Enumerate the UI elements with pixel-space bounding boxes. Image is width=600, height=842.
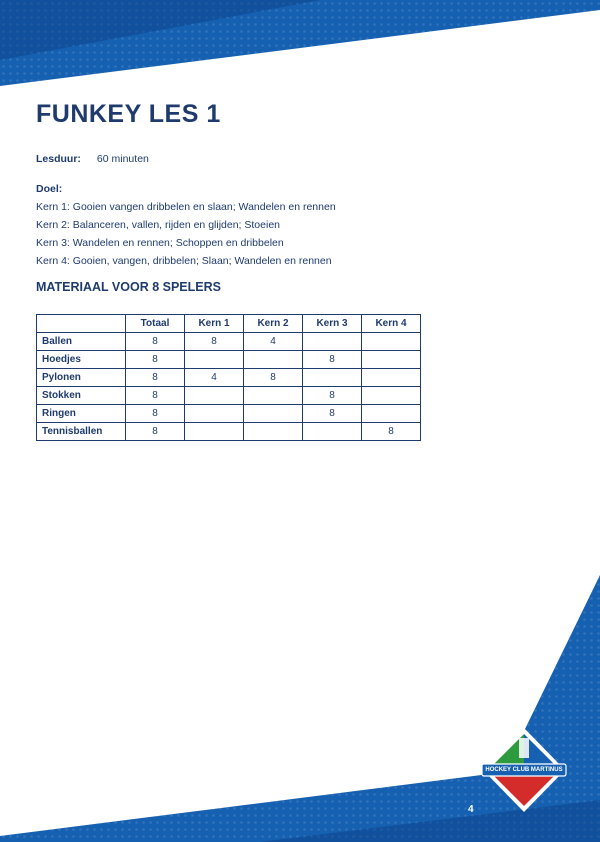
duration-label: Lesduur: xyxy=(36,153,81,165)
table-cell xyxy=(244,351,303,369)
table-cell: 8 xyxy=(303,405,362,423)
table-row xyxy=(37,423,421,441)
column-header: Totaal xyxy=(126,315,185,333)
table-cell: 4 xyxy=(244,333,303,351)
table-cell: 8 xyxy=(126,387,185,405)
material-heading: MATERIAAL VOOR 8 SPELERS xyxy=(36,280,221,294)
goal-line-4: Kern 4: Gooien, vangen, dribbelen; Slaan; Wandelen en rennen xyxy=(36,255,332,267)
material-name: Tennisballen xyxy=(37,423,126,441)
table-cell xyxy=(362,333,421,351)
material-name: Stokken xyxy=(37,387,126,405)
material-name: Ballen xyxy=(37,333,126,351)
table-cell xyxy=(185,405,244,423)
table-cell xyxy=(244,387,303,405)
table-row xyxy=(37,333,421,351)
lesson-goal xyxy=(36,180,336,270)
material-name: Hoedjes xyxy=(37,351,126,369)
goal-line-3: Kern 3: Wandelen en rennen; Schoppen en dribbelen xyxy=(36,237,284,249)
column-header: Kern 3 xyxy=(303,315,362,333)
duration-value: 60 minuten xyxy=(96,153,149,165)
table-row xyxy=(37,387,421,405)
table-cell xyxy=(303,423,362,441)
goal-line-1: Kern 1: Gooien vangen dribbelen en slaan; Wandelen en rennen xyxy=(36,201,336,213)
table-cell: 8 xyxy=(362,423,421,441)
table-cell: 8 xyxy=(126,351,185,369)
club-logo-text: HOCKEY CLUB MARTINUS xyxy=(485,767,563,773)
table-cell xyxy=(303,333,362,351)
table-cell xyxy=(185,351,244,369)
table-cell xyxy=(185,387,244,405)
goal-line-2: Kern 2: Balanceren, vallen, rijden en glijden; Stoeien xyxy=(36,219,280,231)
column-header xyxy=(37,315,126,333)
table-cell xyxy=(362,351,421,369)
goal-label: Doel: xyxy=(36,183,63,195)
top-banner xyxy=(0,0,600,86)
lesson-duration xyxy=(36,153,149,165)
material-name: Ringen xyxy=(37,405,126,423)
table-cell: 8 xyxy=(185,333,244,351)
material-table xyxy=(36,314,421,441)
table-cell xyxy=(244,423,303,441)
table-row xyxy=(37,405,421,423)
table-header-row xyxy=(37,315,421,333)
table-cell: 8 xyxy=(303,387,362,405)
column-header: Kern 2 xyxy=(244,315,303,333)
table-cell xyxy=(303,369,362,387)
table-cell: 8 xyxy=(244,369,303,387)
table-row xyxy=(37,369,421,387)
table-cell xyxy=(362,387,421,405)
table-cell: 8 xyxy=(126,423,185,441)
table-cell: 8 xyxy=(303,351,362,369)
table-cell xyxy=(362,369,421,387)
column-header: Kern 1 xyxy=(185,315,244,333)
table-row xyxy=(37,351,421,369)
page-number: 4 xyxy=(468,804,474,815)
material-name: Pylonen xyxy=(37,369,126,387)
table-cell xyxy=(244,405,303,423)
column-header: Kern 4 xyxy=(362,315,421,333)
table-cell xyxy=(362,405,421,423)
table-cell: 4 xyxy=(185,369,244,387)
table-cell: 8 xyxy=(126,369,185,387)
page-title: FUNKEY LES 1 xyxy=(36,100,221,128)
table-cell xyxy=(185,423,244,441)
table-cell: 8 xyxy=(126,405,185,423)
table-cell: 8 xyxy=(126,333,185,351)
